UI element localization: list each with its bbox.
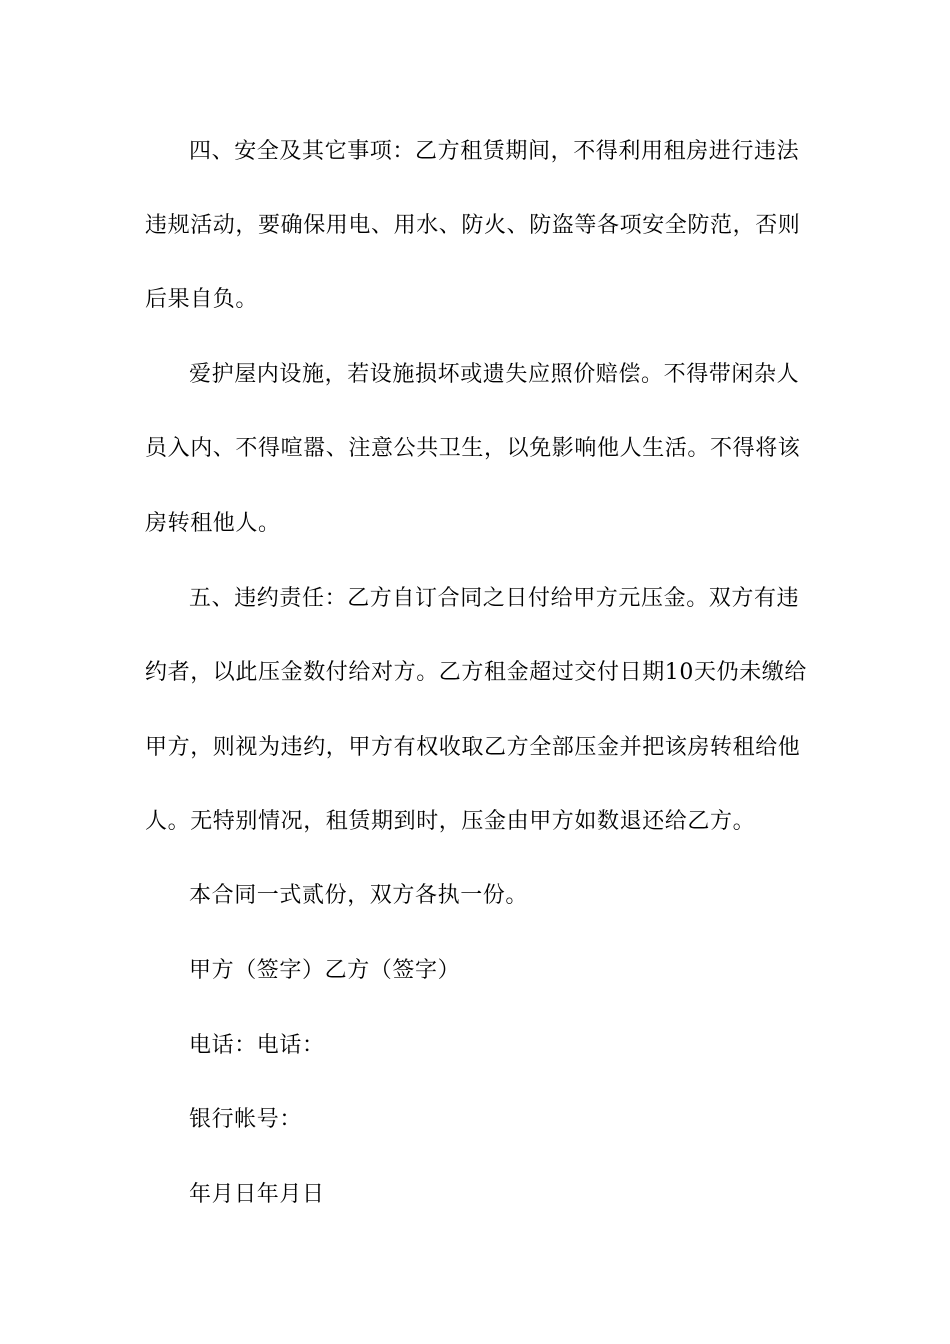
paragraph-facilities-line-2: 员入内、不得喧嚣、注意公共卫生，以免影响他人生活。不得将该 [145,436,801,461]
paragraph-copies: 本合同一式贰份，双方各执一份。 [189,883,529,908]
paragraph-safety-line-3: 后果自负。 [145,287,259,312]
paragraph-breach-line-1: 五、违约责任：乙方自订合同之日付给甲方元压金。双方有违 [189,586,800,611]
paragraph-facilities-line-3: 房转租他人。 [145,511,281,536]
paragraph-breach-line-2: 约者，以此压金数付给对方。乙方租金超过交付日期10天仍未缴给 [145,660,807,685]
phone-line: 电话：电话： [189,1033,325,1058]
paragraph-breach-line-3: 甲方，则视为违约，甲方有权收取乙方全部压金并把该房转租给他 [145,735,801,760]
paragraph-safety-line-1: 四、安全及其它事项：乙方租赁期间，不得利用租房进行违法 [189,139,800,164]
date-line: 年月日年月日 [189,1182,325,1207]
signature-line: 甲方（签字）乙方（签字） [189,958,461,983]
paragraph-facilities-line-1: 爱护屋内设施，若设施损坏或遗失应照价赔偿。不得带闲杂人 [189,362,800,387]
bank-account-line: 银行帐号： [189,1107,303,1132]
paragraph-breach-line-4: 人。无特别情况，租赁期到时，压金由甲方如数退还给乙方。 [145,809,756,834]
paragraph-safety-line-2: 违规活动，要确保用电、用水、防火、防盗等各项安全防范，否则 [145,213,801,238]
